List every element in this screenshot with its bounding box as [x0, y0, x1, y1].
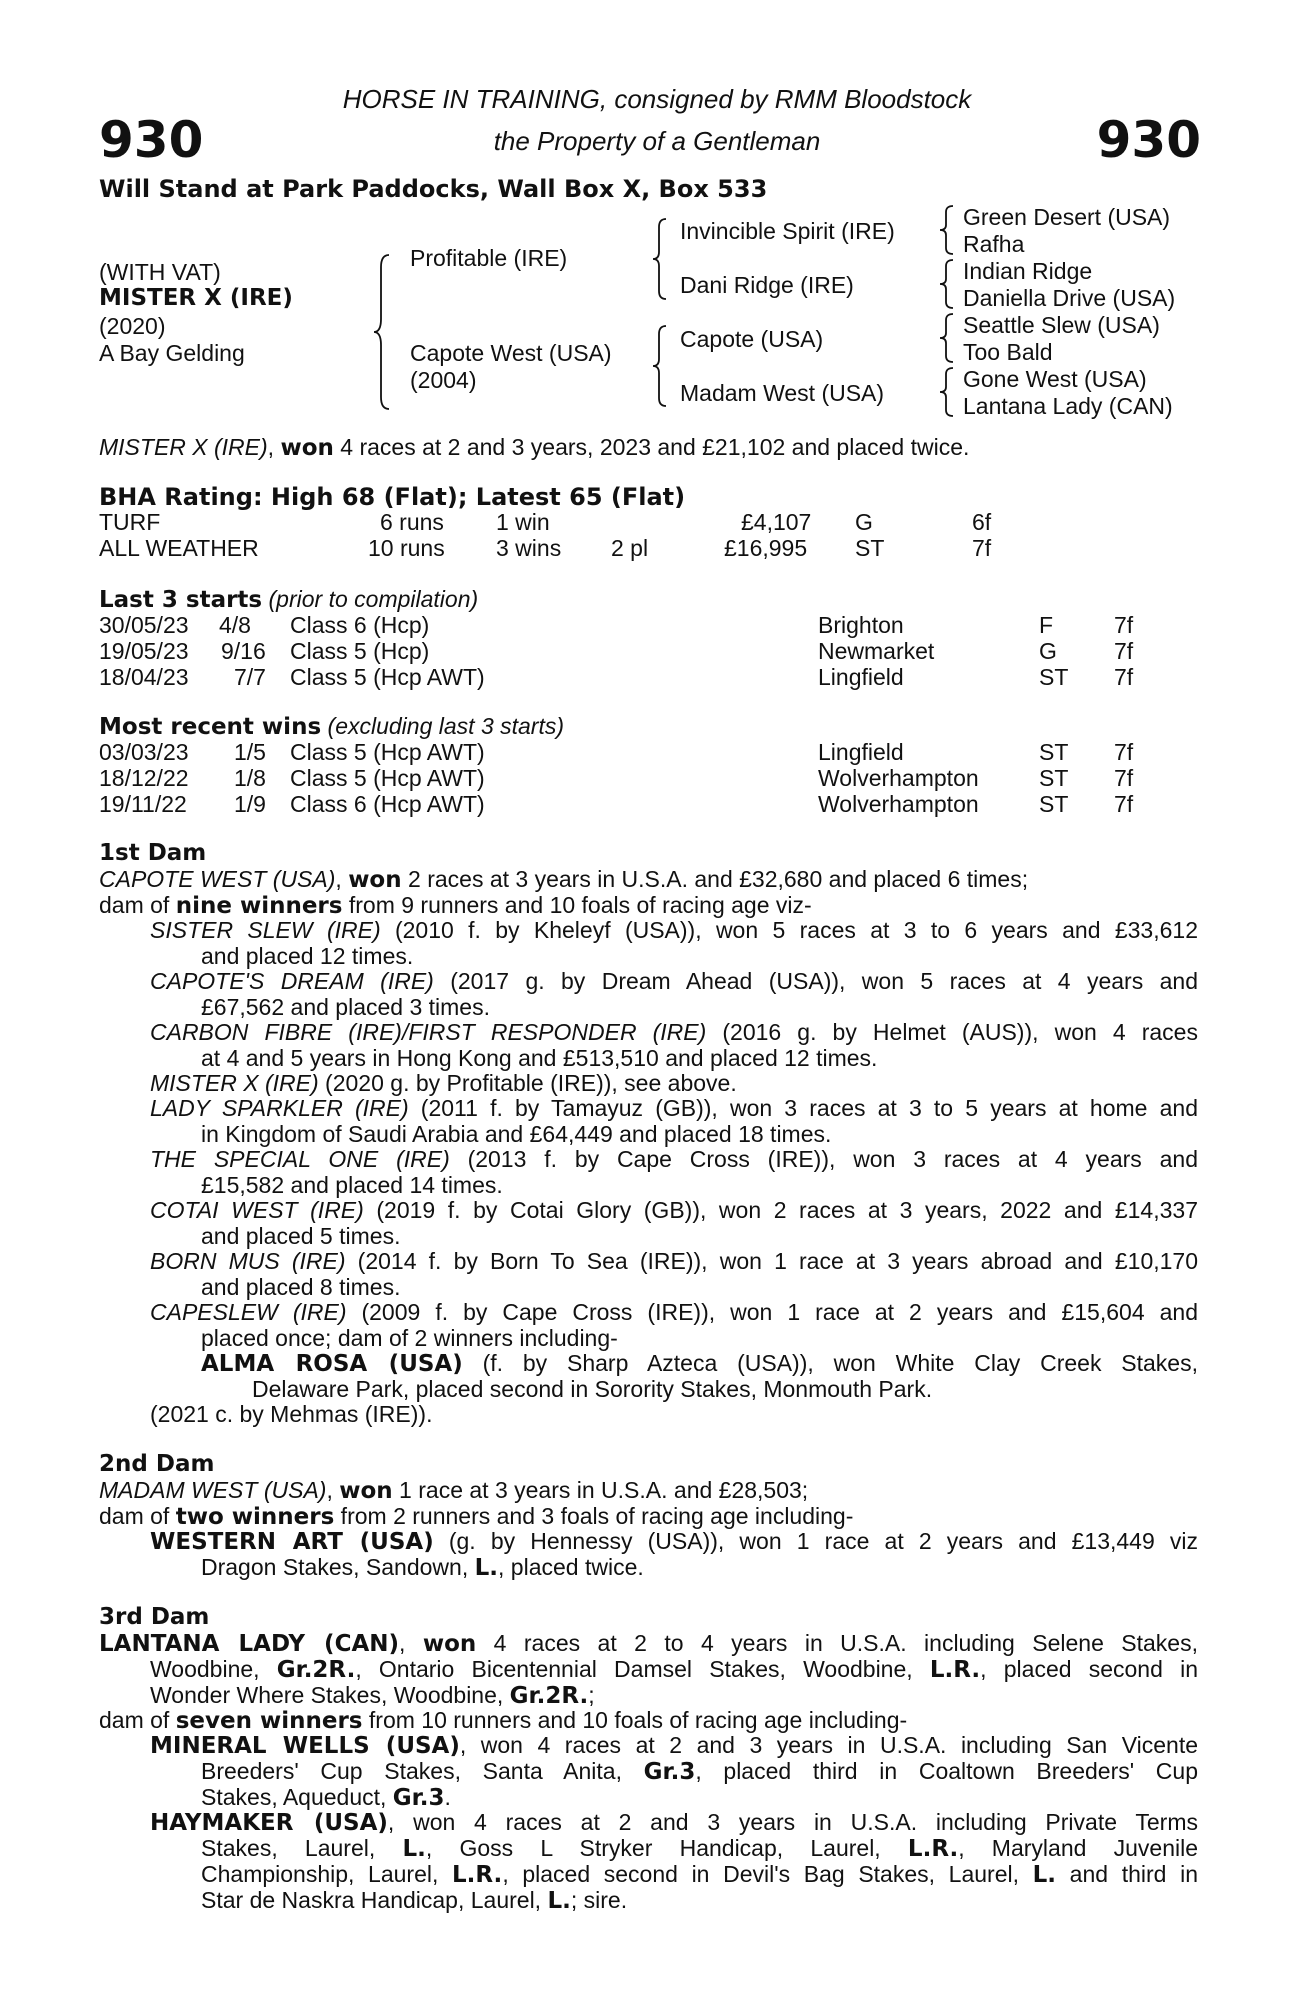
race-row: 19/11/22 1/9 Class 6 (Hcp AWT) Wolverhampton ST 7f	[99, 791, 1134, 817]
produce-line: SISTER SLEW (IRE) (2010 f. by Kheleyf (USA)), won 5 races at 3 to 6 years and £33,612	[150, 917, 1198, 943]
race-row: 30/05/23 4/8 Class 6 (Hcp) Brighton F 7f	[99, 612, 1134, 638]
produce-line: in Kingdom of Saudi Arabia and £64,449 and placed 18 times.	[201, 1121, 832, 1147]
wins: 3 wins	[496, 535, 562, 561]
ancestor-green-desert: Green Desert (USA)	[963, 204, 1171, 230]
dam-year: (2004)	[410, 367, 477, 393]
bha-rating-title: BHA Rating: High 68 (Flat); Latest 65 (Flat)	[99, 483, 686, 511]
race-summary: MISTER X (IRE), won 4 races at 2 and 3 years, 2023 and £21,102 and placed twice.	[99, 434, 970, 461]
produce-line: CAPESLEW (IRE) (2009 f. by Cape Cross (IRE)), won 1 race at 2 years and £15,604 and	[150, 1299, 1198, 1325]
placed: 2 pl	[611, 535, 649, 561]
produce-line: £15,582 and placed 14 times.	[201, 1172, 503, 1198]
produce-line: (2021 c. by Mehmas (IRE)).	[150, 1401, 433, 1427]
dam-sire: Capote (USA)	[680, 326, 824, 352]
stand-location: Will Stand at Park Paddocks, Wall Box X, Box 533	[99, 175, 768, 203]
second-dam-produce: dam of two winners from 2 runners and 3 foals of racing age including-	[99, 1503, 854, 1530]
produce-line: MINERAL WELLS (USA), won 4 races at 2 and 3 years in U.S.A. including San Vicente	[150, 1732, 1198, 1759]
produce-line: Breeders' Cup Stakes, Santa Anita, Gr.3, placed third in Coaltown Breeders' Cup	[201, 1758, 1199, 1785]
surface: TURF	[99, 509, 161, 535]
lot-number-left: 930	[99, 111, 204, 169]
brace-g4	[939, 366, 955, 418]
produce-line: and placed 12 times.	[201, 943, 414, 969]
horse-name: MISTER X (IRE)	[99, 285, 293, 311]
ancestor-gone-west: Gone West (USA)	[963, 366, 1147, 392]
race-row: 18/12/22 1/8 Class 5 (Hcp AWT) Wolverhampton ST 7f	[99, 765, 1134, 791]
ancestor-lantana-lady: Lantana Lady (CAN)	[963, 393, 1173, 419]
produce-line: WESTERN ART (USA) (g. by Hennessy (USA)), won 1 race at 2 years and £13,449 viz	[150, 1528, 1198, 1555]
race-row: 19/05/23 9/16 Class 5 (Hcp) Newmarket G 7f	[99, 638, 1134, 664]
first-dam-produce: dam of nine winners from 9 runners and 10 foals of racing age viz-	[99, 892, 812, 919]
produce-line: Championship, Laurel, L.R., placed second in Devil's Bag Stakes, Laurel, L. and third in	[201, 1861, 1198, 1888]
second-dam-record: MADAM WEST (USA), won 1 race at 3 years in U.S.A. and £28,503;	[99, 1477, 809, 1504]
going: G	[855, 509, 873, 535]
distance: 6f	[972, 509, 992, 535]
wins: 1 win	[496, 509, 550, 535]
sire-sire: Invincible Spirit (IRE)	[680, 218, 895, 244]
lot-number-right: 930	[1096, 111, 1201, 169]
brace-g2	[939, 258, 955, 310]
third-dam-heading: 3rd Dam	[99, 1604, 210, 1630]
grand-produce-line: Delaware Park, placed second in Sorority Stakes, Monmouth Park.	[252, 1376, 933, 1402]
ancestor-too-bald: Too Bald	[963, 339, 1053, 365]
produce-line: BORN MUS (IRE) (2014 f. by Born To Sea (IRE)), won 1 race at 3 years abroad and £10,170	[150, 1248, 1199, 1274]
produce-line: CARBON FIBRE (IRE)/FIRST RESPONDER (IRE) (2016 g. by Helmet (AUS)), won 4 races	[150, 1019, 1198, 1045]
produce-line: Stakes, Aqueduct, Gr.3.	[201, 1784, 451, 1811]
ancestor-seattle-slew: Seattle Slew (USA)	[963, 312, 1160, 338]
produce-line: HAYMAKER (USA), won 4 races at 2 and 3 years in U.S.A. including Private Terms	[150, 1809, 1198, 1836]
recent-wins-heading: Most recent wins (excluding last 3 starts)	[99, 713, 565, 740]
produce-line: LADY SPARKLER (IRE) (2011 f. by Tamayuz (GB)), won 3 races at 3 to 5 years at home and	[150, 1095, 1198, 1121]
ancestor-daniella-drive: Daniella Drive (USA)	[963, 285, 1176, 311]
rating-row-all-weather	[0, 535, 1314, 561]
consignment-line: HORSE IN TRAINING, consigned by RMM Bloodstock	[342, 84, 972, 114]
third-dam-record: LANTANA LADY (CAN), won 4 races at 2 to 4 years in U.S.A. including Selene Stakes,	[99, 1630, 1198, 1657]
ancestor-rafha: Rafha	[963, 231, 1025, 257]
first-dam-heading: 1st Dam	[99, 840, 207, 866]
brace-sire	[652, 217, 668, 301]
third-dam-record: Woodbine, Gr.2R., Ontario Bicentennial Damsel Stakes, Woodbine, L.R., placed second in	[150, 1656, 1198, 1683]
property-line: the Property of a Gentleman	[493, 126, 821, 156]
grand-produce-line: ALMA ROSA (USA) (f. by Sharp Azteca (USA)), won White Clay Creek Stakes,	[201, 1350, 1198, 1377]
produce-line: Dragon Stakes, Sandown, L., placed twice.	[201, 1554, 644, 1581]
produce-line: MISTER X (IRE) (2020 g. by Profitable (IRE)), see above.	[150, 1070, 737, 1096]
sire-name: Profitable (IRE)	[410, 245, 568, 271]
dam-dam: Madam West (USA)	[680, 380, 885, 406]
brace-horse	[372, 253, 392, 411]
horse-description: A Bay Gelding	[99, 340, 245, 366]
distance: 7f	[972, 535, 992, 561]
runs: 10 runs	[368, 535, 445, 561]
produce-line: THE SPECIAL ONE (IRE) (2013 f. by Cape Cross (IRE)), won 3 races at 4 years and	[150, 1146, 1198, 1172]
going: ST	[855, 535, 885, 561]
surface: ALL WEATHER	[99, 535, 259, 561]
sire-dam: Dani Ridge (IRE)	[680, 272, 854, 298]
produce-line: and placed 5 times.	[201, 1223, 401, 1249]
produce-line: Star de Naskra Handicap, Laurel, L.; sire.	[201, 1887, 628, 1914]
produce-line: £67,562 and placed 3 times.	[201, 994, 490, 1020]
vat-note: (WITH VAT)	[99, 259, 221, 285]
race-row: 18/04/23 7/7 Class 5 (Hcp AWT) Lingfield ST 7f	[99, 664, 1134, 690]
produce-line: at 4 and 5 years in Hong Kong and £513,510 and placed 12 times.	[201, 1045, 878, 1071]
ancestor-indian-ridge: Indian Ridge	[963, 258, 1093, 284]
third-dam-produce: dam of seven winners from 10 runners and 10 foals of racing age including-	[99, 1707, 908, 1734]
produce-line: and placed 8 times.	[201, 1274, 401, 1300]
third-dam-record: Wonder Where Stakes, Woodbine, Gr.2R.;	[150, 1682, 595, 1709]
produce-line: CAPOTE'S DREAM (IRE) (2017 g. by Dream Ahead (USA)), won 5 races at 4 years and	[150, 968, 1198, 994]
brace-dam	[652, 324, 668, 408]
brace-g3	[939, 312, 955, 364]
rating-row-turf	[0, 509, 1314, 535]
second-dam-heading: 2nd Dam	[99, 1451, 215, 1477]
produce-line: Stakes, Laurel, L., Goss L Stryker Handicap, Laurel, L.R., Maryland Juvenile	[201, 1835, 1199, 1862]
prize: £16,995	[724, 535, 808, 561]
dam-name: Capote West (USA)	[410, 340, 612, 366]
race-row: 03/03/23 1/5 Class 5 (Hcp AWT) Lingfield ST 7f	[99, 739, 1134, 765]
brace-g1	[939, 204, 955, 256]
last3-heading: Last 3 starts (prior to compilation)	[99, 586, 479, 613]
produce-line: COTAI WEST (IRE) (2019 f. by Cotai Glory (GB)), won 2 races at 3 years, 2022 and £14,337	[150, 1197, 1198, 1223]
first-dam-record: CAPOTE WEST (USA), won 2 races at 3 years in U.S.A. and £32,680 and placed 6 times;	[99, 866, 1029, 893]
foaling-year: (2020)	[99, 313, 166, 339]
produce-line: placed once; dam of 2 winners including-	[201, 1325, 618, 1351]
prize: £4,107	[741, 509, 812, 535]
runs: 6 runs	[380, 509, 444, 535]
